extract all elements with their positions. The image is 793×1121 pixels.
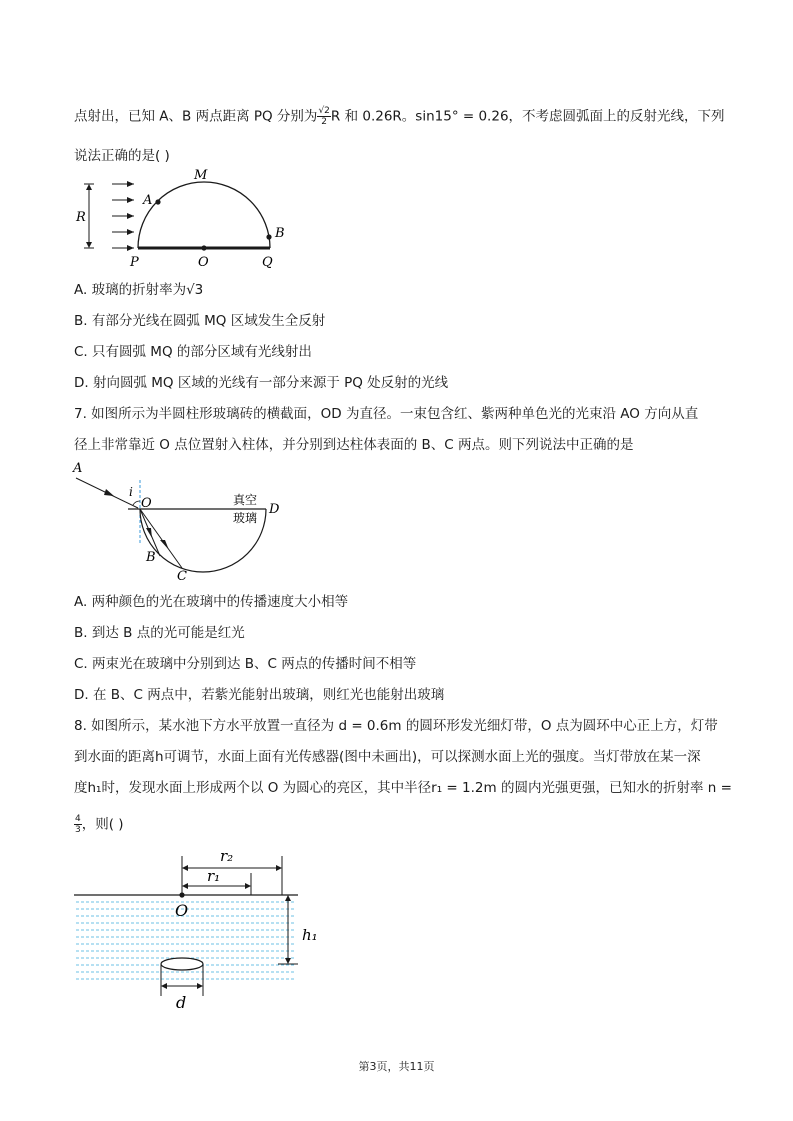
q6-r-arrow-down: [86, 242, 92, 248]
q8-frac-den: 3: [75, 825, 81, 835]
q8-label-d: d: [176, 993, 187, 1012]
q7-incident-arrow: [104, 489, 114, 496]
q8-r2-arrow-right: [276, 865, 282, 871]
q6-label-O: O: [198, 255, 209, 270]
q8-line2: 到水面的距离h可调节，水面上面有光传感器(图中未画出)，可以探测水面上光的强度。当灯带放在某一深: [74, 749, 701, 765]
q6-label-B: B: [275, 226, 285, 241]
q6-label-R: R: [76, 210, 86, 225]
q8-label-O: O: [175, 901, 189, 920]
q6-label-Q: Q: [262, 255, 273, 270]
q7-figure: [70, 458, 290, 584]
q6-r-arrow-up: [86, 184, 92, 190]
q6-option-a: A. 玻璃的折射率为√3: [74, 282, 204, 298]
q6-option-c: C. 只有圆弧 MQ 的部分区域有光线射出: [74, 344, 312, 360]
q6-point-A: [155, 199, 160, 204]
q6-point-O: [201, 245, 206, 250]
q6-semicircle-arc: [138, 182, 270, 248]
q7-angle-arc: [133, 501, 140, 505]
q8-r2-arrow-left: [182, 865, 188, 871]
q8-light-ring: [161, 958, 203, 970]
q6-label-A: A: [143, 193, 153, 208]
q6-fraction: [317, 106, 330, 127]
q8-d-arrow-left: [161, 983, 167, 989]
q8-d-arrow-right: [197, 983, 203, 989]
q7-option-a: A. 两种颜色的光在玻璃中的传播速度大小相等: [74, 594, 349, 610]
q6-frac-den: 2: [321, 117, 328, 127]
q8-label-r2: r₂: [220, 848, 234, 865]
q7-label-vacuum: 真空: [233, 493, 258, 507]
q8-point-O: [179, 892, 184, 897]
q6-line1-b: R 和 0.26R。sin15° = 0.26，不考虑圆弧面上的反射光线，下列: [330, 108, 725, 125]
q7-line1: 7. 如图所示为半圆柱形玻璃砖的横截面，OD 为直径。一束包含红、紫两种单色光的光束沿 AO 方向从直: [74, 406, 699, 422]
q8-fraction: [74, 814, 82, 835]
q8-frac-num: 4: [75, 814, 81, 824]
q6-line1: [74, 106, 725, 127]
q7-label-O: O: [141, 496, 152, 511]
q8-line3: 度h₁时，发现水面上形成两个以 O 为圆心的亮区，其中半径r₁ = 1.2m 的圆内光强更强，已知水的折射率 n =: [74, 780, 732, 796]
q8-line1: 8. 如图所示，某水池下方水平放置一直径为 d = 0.6m 的圆环形发光细灯带，O 点为圆环中心正上方，灯带: [74, 718, 718, 734]
q7-label-glass: 玻璃: [233, 511, 258, 525]
q7-label-A: A: [73, 461, 83, 476]
q8-label-r1: r₁: [207, 867, 221, 885]
q7-option-d: D. 在 B、C 两点中，若紫光能射出玻璃，则红光也能射出玻璃: [74, 687, 445, 703]
q7-label-i: i: [129, 485, 133, 499]
q7-line2: 径上非常靠近 O 点位置射入柱体，并分别到达柱体表面的 B、C 两点。则下列说法中正确的是: [74, 437, 634, 453]
q7-label-C: C: [177, 569, 187, 584]
q6-label-M: M: [194, 168, 208, 183]
q7-option-b: B. 到达 B 点的光可能是红光: [74, 625, 245, 641]
q8-h1-arrow-down: [285, 958, 291, 964]
q6-label-P: P: [130, 255, 139, 270]
q6-option-b: B. 有部分光线在圆弧 MQ 区域发生全反射: [74, 313, 326, 329]
q8-figure: [74, 848, 334, 1020]
q6-frac-num: √2: [318, 106, 330, 116]
q8-h1-arrow-up: [285, 895, 291, 901]
q6-option-d: D. 射向圆弧 MQ 区域的光线有一部分来源于 PQ 处反射的光线: [74, 375, 449, 391]
q7-ray-B-arrow: [146, 528, 152, 538]
q6-line1-a: 点射出，已知 A、B 两点距离 PQ 分别为: [74, 108, 318, 125]
q8-r1-arrow-right: [245, 883, 251, 889]
page-footer: 第3页，共11页: [358, 1060, 435, 1073]
q6-figure: [74, 168, 304, 270]
q7-label-D: D: [269, 502, 280, 517]
q8-r1-arrow-left: [182, 883, 188, 889]
q6-line2: 说法正确的是( ): [74, 148, 170, 164]
q7-option-c: C. 两束光在玻璃中分别到达 B、C 两点的传播时间不相等: [74, 656, 417, 672]
q7-label-B: B: [146, 550, 156, 565]
q6-point-B: [266, 234, 271, 239]
q8-label-h1: h₁: [302, 926, 318, 944]
q8-line4-text: ，则( ): [81, 816, 124, 833]
q8-line4: [74, 814, 124, 835]
